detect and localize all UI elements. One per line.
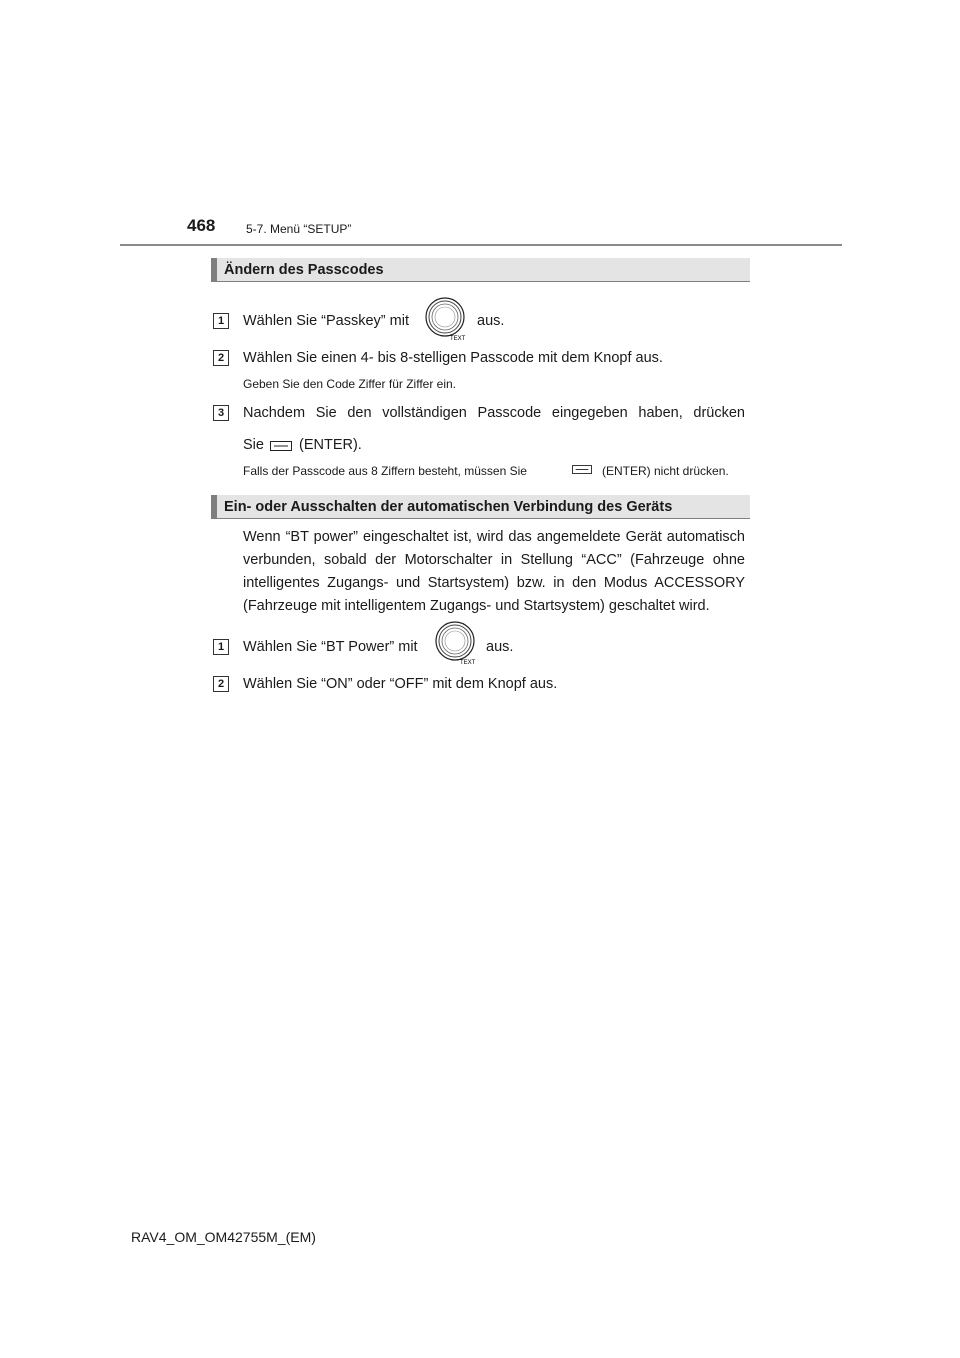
knob-label: TEXT [450, 336, 466, 341]
knob-label: TEXT [460, 660, 476, 665]
enter-button-icon [270, 441, 292, 451]
step-text: (ENTER). [299, 437, 362, 453]
step-note: (ENTER) nicht drücken. [602, 464, 729, 478]
step-number: 1 [213, 639, 229, 655]
document-code: RAV4_OM_OM42755M_(EM) [131, 1229, 316, 1245]
page-number: 468 [187, 216, 216, 235]
step-number: 1 [213, 313, 229, 329]
step-text: Nachdem Sie den vollständigen Passcode eingegeben haben, drücken [243, 405, 745, 421]
step-text: Wählen Sie “ON” oder “OFF” mit dem Knopf aus. [243, 676, 558, 692]
section-title-passcode: Ändern des Passcodes [211, 258, 750, 282]
step-text: Wählen Sie “Passkey” mit [243, 313, 409, 329]
step-note: Geben Sie den Code Ziffer für Ziffer ein. [243, 377, 457, 391]
step-text: Wählen Sie “BT Power” mit [243, 639, 418, 655]
step-number: 2 [213, 350, 229, 366]
section-intro: Wenn “BT power” eingeschaltet ist, wird das angemeldete Gerät automatisch verbunden, sobald der Motorschalter in Stellung “ACC” (Fahrzeuge ohne intelligentes Zugangs- und Startsystem) bzw. in den Modus ACCESSORY (Fahrzeuge mit intelligentem Zugangs- und Startsystem) geschaltet wird. [243, 529, 745, 614]
section-title-auto-connect: Ein- oder Ausschalten der automatischen Verbindung des Geräts [211, 495, 750, 519]
step-note: Falls der Passcode aus 8 Ziffern besteht, müssen Sie [243, 464, 527, 478]
header-rule [120, 244, 842, 246]
tune-knob-icon [434, 621, 478, 665]
step-number: 3 [213, 405, 229, 421]
step-text: aus. [486, 639, 514, 655]
step-text: Wählen Sie einen 4- bis 8-stelligen Passcode mit dem Knopf aus. [243, 350, 663, 366]
step-number: 2 [213, 676, 229, 692]
step-text: Sie [243, 437, 264, 453]
step-text: aus. [477, 313, 505, 329]
tune-knob-icon [424, 297, 468, 341]
enter-button-icon [572, 465, 592, 474]
section-header: 5-7. Menü “SETUP” [246, 222, 352, 236]
